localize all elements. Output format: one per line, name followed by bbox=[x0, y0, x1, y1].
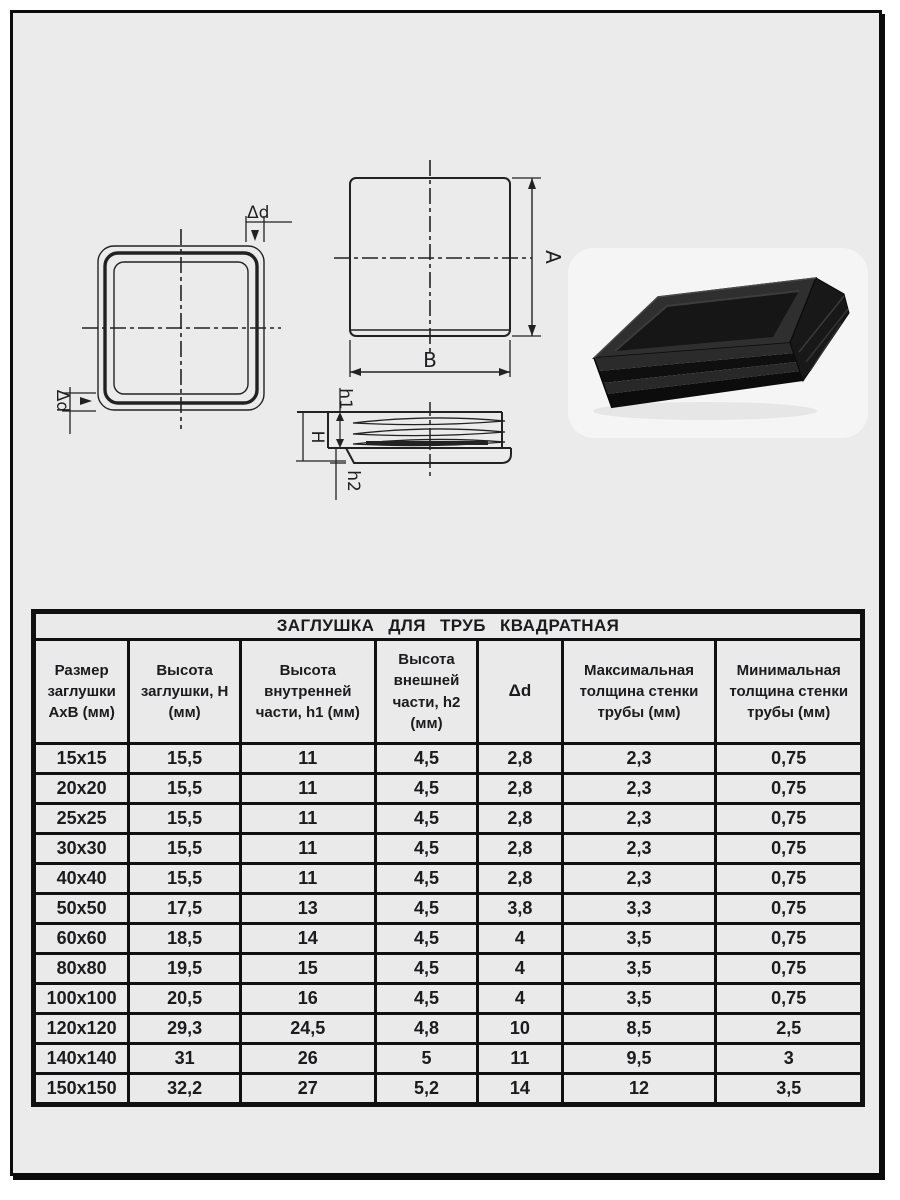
dim-label-delta-d-left: Δd bbox=[52, 389, 72, 413]
front-view-drawing bbox=[62, 216, 292, 434]
table-row bbox=[35, 894, 862, 924]
dim-label-a: A bbox=[541, 250, 565, 264]
table-row bbox=[35, 1074, 862, 1104]
size-cell: 20х20 bbox=[35, 774, 129, 804]
value-cell: 11 bbox=[240, 744, 375, 774]
value-cell: 4,5 bbox=[375, 834, 478, 864]
value-cell: 10 bbox=[478, 1014, 562, 1044]
col-header-delta-d: Δd bbox=[478, 640, 562, 744]
value-cell: 3,5 bbox=[562, 924, 716, 954]
value-cell: 15,5 bbox=[129, 744, 241, 774]
col-header-min-wall: Минимальная толщина стенки трубы (мм) bbox=[716, 640, 862, 744]
table-title: ЗАГЛУШКА ДЛЯ ТРУБ КВАДРАТНАЯ bbox=[35, 613, 862, 640]
col-header-max-wall: Максимальная толщина стенки трубы (мм) bbox=[562, 640, 716, 744]
table-title-row bbox=[35, 613, 862, 640]
size-cell: 150х150 bbox=[35, 1074, 129, 1104]
value-cell: 15,5 bbox=[129, 864, 241, 894]
value-cell: 2,3 bbox=[562, 774, 716, 804]
table-row bbox=[35, 834, 862, 864]
col-header-height-h: Высота заглушки, Н (мм) bbox=[129, 640, 241, 744]
value-cell: 2,8 bbox=[478, 804, 562, 834]
panel-frame bbox=[10, 10, 882, 1176]
value-cell: 2,3 bbox=[562, 744, 716, 774]
dim-label-b: B bbox=[423, 348, 437, 372]
size-cell: 80х80 bbox=[35, 954, 129, 984]
value-cell: 15,5 bbox=[129, 834, 241, 864]
value-cell: 19,5 bbox=[129, 954, 241, 984]
table-row bbox=[35, 744, 862, 774]
plan-view-drawing bbox=[334, 160, 541, 377]
size-cell: 50х50 bbox=[35, 894, 129, 924]
value-cell: 27 bbox=[240, 1074, 375, 1104]
table-header-row bbox=[35, 640, 862, 744]
table-row bbox=[35, 1014, 862, 1044]
size-cell: 30х30 bbox=[35, 834, 129, 864]
value-cell: 15,5 bbox=[129, 774, 241, 804]
table-row bbox=[35, 954, 862, 984]
col-header-size: Размер заглушки АхВ (мм) bbox=[35, 640, 129, 744]
value-cell: 2,8 bbox=[478, 864, 562, 894]
size-cell: 100х100 bbox=[35, 984, 129, 1014]
value-cell: 4,5 bbox=[375, 984, 478, 1014]
size-cell: 40х40 bbox=[35, 864, 129, 894]
col-header-h2: Высота внешней части, h2 (мм) bbox=[375, 640, 478, 744]
value-cell: 14 bbox=[240, 924, 375, 954]
value-cell: 31 bbox=[129, 1044, 241, 1074]
value-cell: 4,5 bbox=[375, 954, 478, 984]
value-cell: 4,5 bbox=[375, 774, 478, 804]
value-cell: 4,5 bbox=[375, 864, 478, 894]
value-cell: 0,75 bbox=[716, 804, 862, 834]
dim-label-delta-d-top: Δd bbox=[247, 203, 270, 223]
value-cell: 4 bbox=[478, 984, 562, 1014]
value-cell: 20,5 bbox=[129, 984, 241, 1014]
value-cell: 32,2 bbox=[129, 1074, 241, 1104]
value-cell: 2,5 bbox=[716, 1014, 862, 1044]
value-cell: 4,5 bbox=[375, 804, 478, 834]
table-body bbox=[35, 744, 862, 1104]
value-cell: 11 bbox=[240, 774, 375, 804]
value-cell: 3,5 bbox=[716, 1074, 862, 1104]
size-cell: 120х120 bbox=[35, 1014, 129, 1044]
value-cell: 4 bbox=[478, 924, 562, 954]
dim-label-h2: h2 bbox=[343, 470, 363, 492]
value-cell: 0,75 bbox=[716, 894, 862, 924]
value-cell: 2,8 bbox=[478, 774, 562, 804]
value-cell: 0,75 bbox=[716, 774, 862, 804]
dim-label-h1: h1 bbox=[335, 388, 355, 410]
value-cell: 26 bbox=[240, 1044, 375, 1074]
value-cell: 0,75 bbox=[716, 984, 862, 1014]
value-cell: 11 bbox=[478, 1044, 562, 1074]
value-cell: 14 bbox=[478, 1074, 562, 1104]
table-row bbox=[35, 984, 862, 1014]
spec-table-wrap bbox=[31, 609, 865, 1107]
value-cell: 9,5 bbox=[562, 1044, 716, 1074]
value-cell: 0,75 bbox=[716, 834, 862, 864]
value-cell: 11 bbox=[240, 804, 375, 834]
value-cell: 4,8 bbox=[375, 1014, 478, 1044]
table-row bbox=[35, 774, 862, 804]
value-cell: 4,5 bbox=[375, 894, 478, 924]
value-cell: 4,5 bbox=[375, 744, 478, 774]
value-cell: 3,5 bbox=[562, 954, 716, 984]
table-row bbox=[35, 1044, 862, 1074]
value-cell: 13 bbox=[240, 894, 375, 924]
value-cell: 2,3 bbox=[562, 804, 716, 834]
value-cell: 4 bbox=[478, 954, 562, 984]
spec-table bbox=[33, 611, 863, 1105]
product-photo-3d bbox=[568, 248, 868, 438]
value-cell: 2,8 bbox=[478, 744, 562, 774]
value-cell: 12 bbox=[562, 1074, 716, 1104]
value-cell: 29,3 bbox=[129, 1014, 241, 1044]
value-cell: 16 bbox=[240, 984, 375, 1014]
value-cell: 15,5 bbox=[129, 804, 241, 834]
dim-label-h: H bbox=[307, 430, 327, 444]
value-cell: 0,75 bbox=[716, 924, 862, 954]
value-cell: 15 bbox=[240, 954, 375, 984]
value-cell: 4,5 bbox=[375, 924, 478, 954]
table-row bbox=[35, 804, 862, 834]
side-view-drawing bbox=[296, 388, 511, 500]
col-header-h1: Высота внутренней части, h1 (мм) bbox=[240, 640, 375, 744]
value-cell: 8,5 bbox=[562, 1014, 716, 1044]
size-cell: 25х25 bbox=[35, 804, 129, 834]
value-cell: 3,8 bbox=[478, 894, 562, 924]
value-cell: 5,2 bbox=[375, 1074, 478, 1104]
value-cell: 3,3 bbox=[562, 894, 716, 924]
value-cell: 3,5 bbox=[562, 984, 716, 1014]
size-cell: 15х15 bbox=[35, 744, 129, 774]
table-row bbox=[35, 864, 862, 894]
value-cell: 3 bbox=[716, 1044, 862, 1074]
value-cell: 11 bbox=[240, 834, 375, 864]
size-cell: 140х140 bbox=[35, 1044, 129, 1074]
value-cell: 2,3 bbox=[562, 864, 716, 894]
table-row bbox=[35, 924, 862, 954]
value-cell: 0,75 bbox=[716, 864, 862, 894]
value-cell: 2,3 bbox=[562, 834, 716, 864]
value-cell: 18,5 bbox=[129, 924, 241, 954]
value-cell: 5 bbox=[375, 1044, 478, 1074]
value-cell: 17,5 bbox=[129, 894, 241, 924]
size-cell: 60х60 bbox=[35, 924, 129, 954]
value-cell: 24,5 bbox=[240, 1014, 375, 1044]
value-cell: 2,8 bbox=[478, 834, 562, 864]
technical-drawing bbox=[13, 13, 879, 605]
value-cell: 0,75 bbox=[716, 954, 862, 984]
value-cell: 11 bbox=[240, 864, 375, 894]
value-cell: 0,75 bbox=[716, 744, 862, 774]
